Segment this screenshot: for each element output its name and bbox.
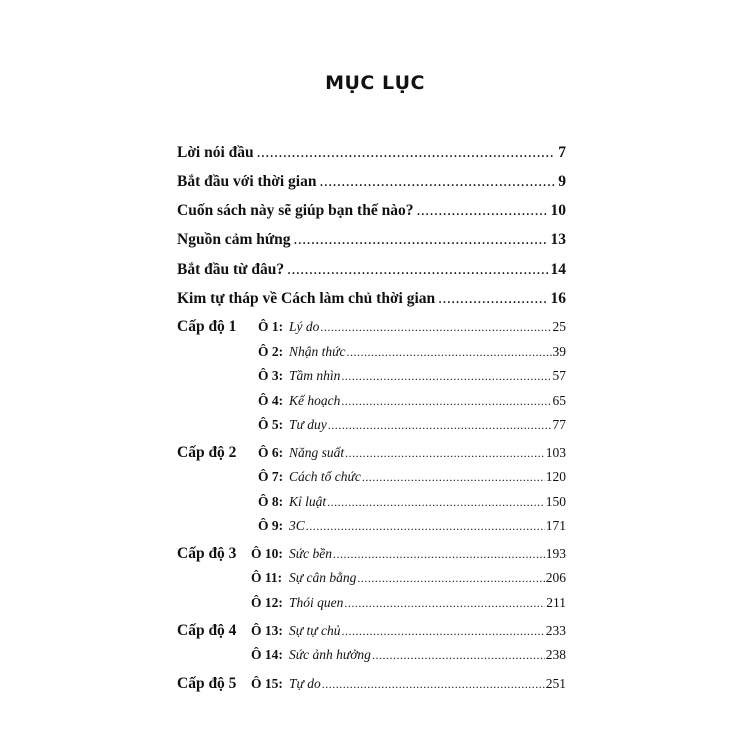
toc-entry[interactable]	[177, 261, 566, 279]
toc-sub-entry-page: 150	[545, 494, 566, 509]
dot-leader	[287, 261, 547, 279]
dot-leader	[344, 596, 545, 611]
cell-number: Ô 6:	[258, 445, 284, 460]
toc-sub-entry-title: Tự do	[289, 676, 321, 691]
toc-sub-entry-title: Thói quen	[289, 595, 344, 610]
cell-number: Ô 1:	[258, 319, 284, 334]
toc-entry-page: 13	[550, 231, 566, 248]
toc-sub-entry-page: 65	[552, 393, 566, 408]
dot-leader	[416, 202, 547, 220]
dot-leader	[341, 369, 551, 384]
cell-number: Ô 8:	[258, 494, 284, 509]
toc-sub-entry-title: Sức bền	[289, 546, 332, 561]
cell-number: Ô 15:	[251, 676, 283, 691]
dot-leader	[345, 446, 545, 461]
toc-sub-entry-page: 233	[545, 623, 566, 638]
level-label: Cấp độ 3	[177, 545, 237, 562]
dot-leader	[322, 677, 545, 692]
dot-leader	[294, 231, 548, 249]
cell-number: Ô 14:	[251, 647, 283, 662]
dot-leader	[341, 394, 551, 409]
toc-sub-entry-page: 206	[545, 570, 566, 585]
toc-sub-entry-title: Kỉ luật	[289, 494, 327, 509]
toc-sub-entry-page: 103	[545, 445, 566, 460]
toc-sub-entry-title: Nhận thức	[289, 344, 346, 359]
toc-sub-entry-title: Kế hoạch	[289, 393, 341, 408]
cell-number: Ô 13:	[251, 623, 283, 638]
toc-sub-entry-title: Sự cân bằng	[289, 570, 357, 585]
cell-number: Ô 3:	[258, 368, 284, 383]
toc-sub-entry-page: 77	[552, 417, 566, 432]
toc-entry[interactable]	[177, 144, 566, 162]
toc-sub-entry-title: Cách tổ chức	[289, 469, 361, 484]
toc-sub-entry-title: 3C	[289, 518, 305, 533]
toc-sub-entry-title: Lý do	[289, 319, 320, 334]
toc-entry-page: 10	[550, 202, 566, 219]
cell-number: Ô 12:	[251, 595, 283, 610]
cell-number: Ô 10:	[251, 546, 283, 561]
toc-sub-entry-title: Năng suất	[289, 445, 345, 460]
toc-entry[interactable]	[177, 290, 566, 308]
toc-entry-title: Bắt đầu với thời gian	[177, 173, 317, 190]
dot-leader	[347, 345, 552, 360]
dot-leader	[438, 290, 547, 308]
toc-sub-entry-page: 120	[545, 469, 566, 484]
dot-leader	[362, 470, 545, 485]
toc-sub-entry-page: 251	[545, 676, 566, 691]
toc-sub-entry-title: Sự tự chủ	[289, 623, 341, 638]
dot-leader	[328, 418, 552, 433]
toc-sub-entry-title: Tư duy	[289, 417, 327, 432]
toc-sub-entry-page: 39	[552, 344, 566, 359]
toc-sub-entry-page: 211	[546, 595, 566, 610]
cell-number: Ô 2:	[258, 344, 284, 359]
level-label: Cấp độ 4	[177, 622, 237, 639]
dot-leader	[320, 320, 551, 335]
toc-entry-page: 16	[550, 290, 566, 307]
toc-sub-entry-page: 193	[545, 546, 566, 561]
toc-sub-entry-title: Sức ảnh hưởng	[289, 647, 371, 662]
toc-entry[interactable]	[177, 202, 566, 220]
toc-sub-entry-page: 57	[552, 368, 566, 383]
dot-leader	[319, 173, 555, 191]
toc-entry-page: 14	[550, 261, 566, 278]
toc-sub-entry-page: 171	[545, 518, 566, 533]
cell-number: Ô 4:	[258, 393, 284, 408]
page-title: MỤC LỤC	[325, 72, 425, 94]
cell-number: Ô 9:	[258, 518, 284, 533]
cell-number: Ô 11:	[251, 570, 283, 585]
level-label: Cấp độ 1	[177, 318, 237, 335]
toc-entry-title: Lời nói đầu	[177, 144, 254, 161]
dot-leader	[341, 624, 544, 639]
dot-leader	[372, 648, 545, 663]
level-label: Cấp độ 2	[177, 444, 237, 461]
toc-sub-entry-title: Tầm nhìn	[289, 368, 341, 383]
dot-leader	[327, 495, 545, 510]
toc-entry-title: Nguồn cảm hứng	[177, 231, 291, 248]
level-label: Cấp độ 5	[177, 675, 237, 692]
dot-leader	[257, 144, 556, 162]
toc-entry[interactable]	[177, 231, 566, 249]
cell-number: Ô 7:	[258, 469, 284, 484]
dot-leader	[333, 547, 545, 562]
toc-sub-entry-page: 238	[545, 647, 566, 662]
toc-entry[interactable]	[177, 173, 566, 191]
toc-entry-page: 7	[558, 144, 566, 161]
toc-sub-entry-page: 25	[552, 319, 566, 334]
dot-leader	[357, 571, 544, 586]
toc-entry-title: Bắt đầu từ đâu?	[177, 261, 285, 278]
dot-leader	[306, 519, 545, 534]
cell-number: Ô 5:	[258, 417, 284, 432]
toc-entry-title: Kim tự tháp về Cách làm chủ thời gian	[177, 290, 436, 307]
toc-entry-title: Cuốn sách này sẽ giúp bạn thế nào?	[177, 202, 414, 219]
toc-entry-page: 9	[558, 173, 566, 190]
